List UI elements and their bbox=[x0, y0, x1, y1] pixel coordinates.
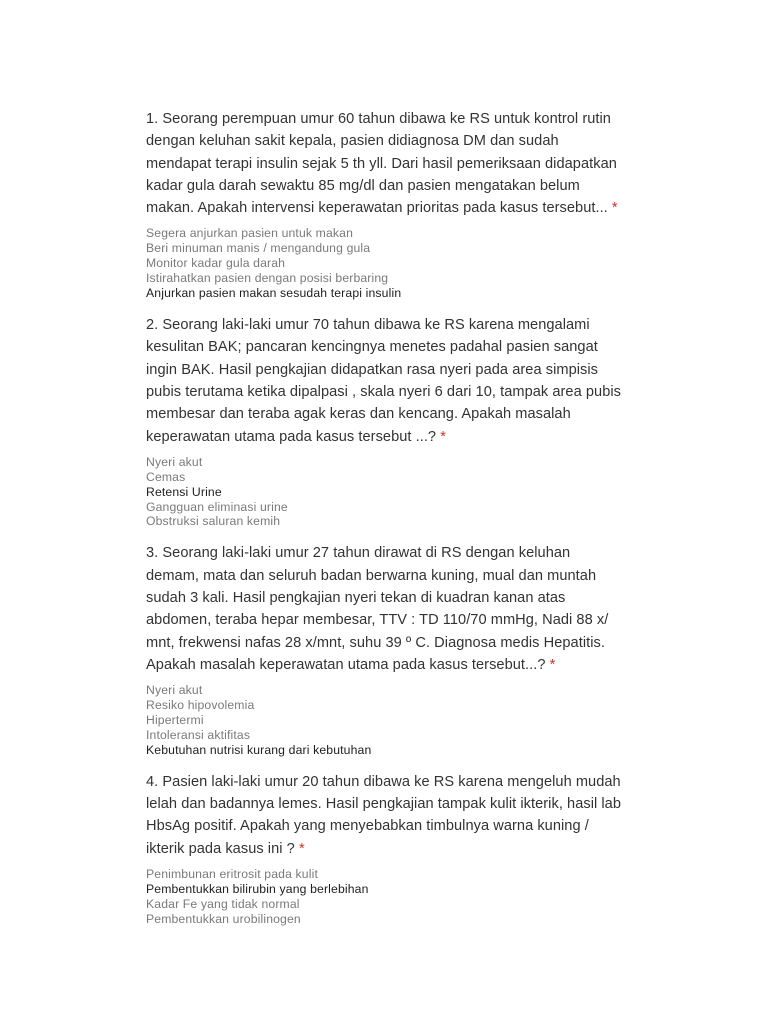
question-text-line: HbsAg positif. Apakah yang menyebabkan timbulnya warna kuning / bbox=[146, 818, 589, 835]
question-1-text bbox=[146, 108, 666, 219]
answer-option[interactable]: Intoleransi aktifitas bbox=[146, 727, 251, 742]
question-text-line: demam, mata dan seluruh badan berwarna kuning, mual dan muntah bbox=[146, 567, 597, 584]
question-text-line: ingin BAK. Hasil pengkajian didapatkan rasa nyeri pada area simpisis bbox=[146, 361, 599, 378]
answer-option[interactable]: Beri minuman manis / mengandung gula bbox=[146, 241, 371, 256]
required-marker: * bbox=[549, 656, 556, 673]
answer-option[interactable]: Hipertermi bbox=[146, 712, 204, 727]
question-text-line: mnt, frekwensi nafas 28 x/mnt, suhu 39 º C. Diagnosa medis Hepatitis. bbox=[146, 634, 605, 651]
question-text-line: pubis terutama ketika dipalpasi , skala nyeri 6 dari 10, tampak area pubis bbox=[146, 383, 622, 400]
answer-option-selected[interactable]: Kebutuhan nutrisi kurang dari kebutuhan bbox=[146, 742, 372, 757]
required-marker: * bbox=[298, 840, 305, 857]
question-1-options bbox=[146, 226, 666, 301]
question-text-line: membesar dan teraba agak keras dan kencang. Apakah masalah bbox=[146, 406, 571, 423]
answer-option[interactable]: Cemas bbox=[146, 469, 186, 484]
question-text-line: kadar gula darah sewaktu 85 mg/dl dan pasien mengatakan belum bbox=[146, 177, 580, 194]
question-1 bbox=[146, 108, 666, 301]
question-text-line: lelah dan badannya lemes. Hasil pengkajian tampak kulit ikterik, hasil lab bbox=[146, 795, 622, 812]
answer-option-selected[interactable]: Retensi Urine bbox=[146, 484, 222, 499]
answer-option[interactable]: Nyeri akut bbox=[146, 454, 203, 469]
question-text-line: 1. Seorang perempuan umur 60 tahun dibawa ke RS untuk kontrol rutin bbox=[146, 111, 611, 127]
question-3-options bbox=[146, 683, 666, 758]
quiz-document bbox=[146, 108, 666, 926]
question-text-line: mendapat terapi insulin sejak 5 th yll. Dari hasil pemeriksaan didapatkan bbox=[146, 155, 617, 172]
answer-option[interactable]: Obstruksi saluran kemih bbox=[146, 514, 281, 529]
question-text-line: Apakah masalah keperawatan utama pada kasus tersebut...? bbox=[146, 656, 550, 673]
question-text-line: kesulitan BAK; pancaran kencingnya menetes padahal pasien sangat bbox=[146, 339, 598, 356]
question-text-line: 3. Seorang laki-laki umur 27 tahun dirawat di RS dengan keluhan bbox=[146, 545, 571, 562]
question-text-line: abdomen, teraba hepar membesar, TTV : TD 110/70 mmHg, Nadi 88 x/ bbox=[146, 612, 609, 629]
answer-option[interactable]: Resiko hipovolemia bbox=[146, 698, 255, 713]
answer-option[interactable]: Gangguan eliminasi urine bbox=[146, 499, 288, 514]
answer-option[interactable]: Nyeri akut bbox=[146, 683, 203, 698]
question-text-line: sudah 3 kali. Hasil pengkajian nyeri tekan di kuadran kanan atas bbox=[146, 589, 566, 606]
answer-option-selected[interactable]: Anjurkan pasien makan sesudah terapi insulin bbox=[146, 286, 402, 301]
question-2 bbox=[146, 314, 666, 529]
question-2-text bbox=[146, 314, 666, 448]
answer-option[interactable]: Kadar Fe yang tidak normal bbox=[146, 896, 300, 911]
question-4 bbox=[146, 771, 666, 927]
answer-option[interactable]: Istirahatkan pasien dengan posisi berbaring bbox=[146, 271, 389, 286]
question-text-line: 2. Seorang laki-laki umur 70 tahun dibawa ke RS karena mengalami bbox=[146, 317, 590, 334]
answer-option-selected[interactable]: Pembentukkan bilirubin yang berlebihan bbox=[146, 881, 369, 896]
question-text-line: 4. Pasien laki-laki umur 20 tahun dibawa ke RS karena mengeluh mudah bbox=[146, 773, 621, 790]
required-marker: * bbox=[611, 200, 618, 217]
question-text-line: dengan keluhan sakit kepala, pasien didiagnosa DM dan sudah bbox=[146, 133, 559, 150]
question-2-options bbox=[146, 455, 666, 530]
answer-option[interactable]: Segera anjurkan pasien untuk makan bbox=[146, 226, 354, 241]
answer-option[interactable]: Penimbunan eritrosit pada kulit bbox=[146, 866, 318, 881]
question-text-line: keperawatan utama pada kasus tersebut ...? bbox=[146, 428, 441, 445]
question-text-line: ikterik pada kasus ini ? bbox=[146, 840, 299, 857]
question-3 bbox=[146, 542, 666, 757]
question-4-options bbox=[146, 867, 666, 927]
question-4-text bbox=[146, 771, 666, 860]
required-marker: * bbox=[440, 428, 446, 445]
answer-option[interactable]: Monitor kadar gula darah bbox=[146, 256, 286, 271]
question-3-text bbox=[146, 542, 666, 676]
answer-option[interactable]: Pembentukkan urobilinogen bbox=[146, 911, 301, 926]
question-text-line: makan. Apakah intervensi keperawatan prioritas pada kasus tersebut... bbox=[146, 200, 612, 217]
